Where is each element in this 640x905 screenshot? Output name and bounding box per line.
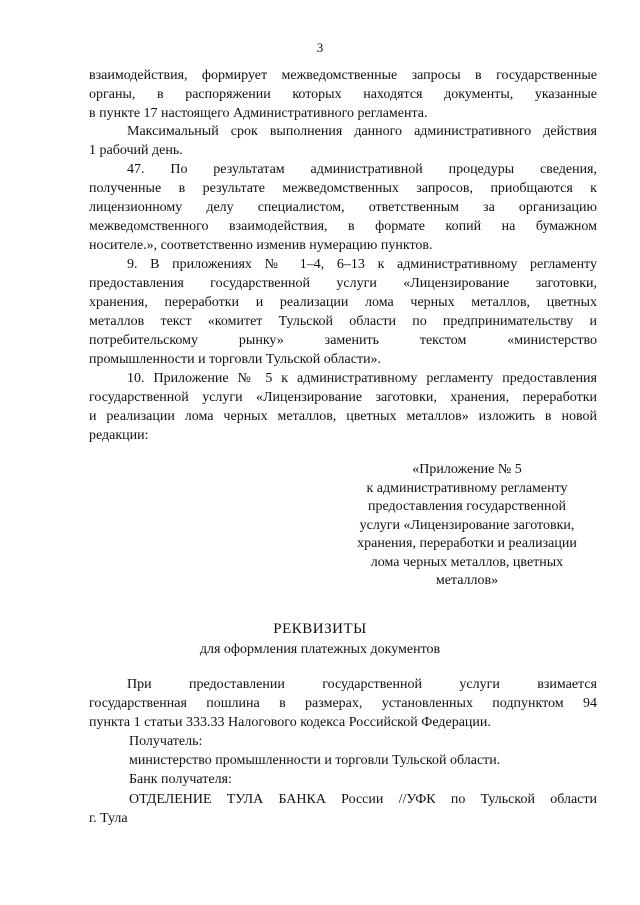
appendix-header [352, 461, 582, 591]
text-line: г. Тула [89, 811, 128, 826]
text-line: промышленности и торговли Тульской области». [89, 352, 382, 367]
bank-section [89, 790, 597, 828]
text-line: носителе.», соответственно изменив нумерацию пунктов. [89, 238, 433, 253]
bank-label: Банк получателя: [129, 772, 232, 787]
text-line: При предоставлении государственной услуги взимается [127, 677, 597, 692]
appendix-line: хранения, переработки и реализации [357, 536, 577, 551]
requisites-subtitle: для оформления платежных документов [199, 642, 441, 657]
recipient-value: министерство промышленности и торговли Тульской области. [129, 753, 501, 768]
text-line: 1 рабочий день. [89, 143, 183, 158]
appendix-line: металлов» [435, 573, 499, 588]
appendix-line: предоставления государственной [367, 499, 567, 514]
appendix-line: «Приложение № 5 [412, 462, 522, 477]
text-line: государственной услуги «Лицензирование заготовки, хранения, переработки [89, 390, 597, 405]
text-line: 9. В приложениях № 1–4, 6–13 к административному регламенту [127, 257, 597, 272]
text-line: взаимодействия, формирует межведомственные запросы в государственные [89, 68, 597, 83]
paragraph-max-term [89, 122, 597, 160]
text-line: потребительскому рынку» заменить текстом «министерство [89, 333, 597, 348]
text-line: лицензионному делу специалистом, ответственным за организацию [89, 200, 597, 215]
paragraph-state-fee [89, 675, 597, 732]
text-line: ОТДЕЛЕНИЕ ТУЛА БАНКА России //УФК по Тульской области [129, 792, 597, 807]
recipient-label: Получатель: [129, 734, 203, 749]
paragraph-9 [89, 255, 597, 369]
requisites-title: РЕКВИЗИТЫ [273, 621, 367, 637]
text-line: хранения, переработки и реализации лома черных металлов, цветных [89, 295, 597, 310]
text-line: и реализации лома черных металлов, цветных металлов» изложить в новой [89, 409, 597, 424]
text-line: органы, в распоряжении которых находятся документы, указанные [89, 87, 597, 102]
text-line: пункта 1 статьи 333.33 Налогового кодекса Российской Федерации. [89, 715, 491, 730]
paragraph-interaction-requests [89, 66, 597, 123]
page-number: 3 [316, 40, 324, 55]
recipient-section [89, 732, 597, 789]
text-line: полученные в результате межведомственных запросов, приобщаются к [89, 181, 597, 196]
text-line: Максимальный срок выполнения данного административного действия [127, 124, 597, 139]
text-line: предоставления государственной услуги «Лицензирование заготовки, [89, 276, 597, 291]
text-line: государственная пошлина в размерах, установленных подпунктом 94 [89, 696, 597, 711]
paragraph-10 [89, 369, 597, 445]
appendix-line: к административному регламенту [366, 480, 568, 496]
text-line: в пункте 17 настоящего Административного регламента. [89, 106, 428, 121]
text-line: 47. По результатам административной процедуры сведения, [127, 162, 597, 177]
appendix-line: услуги «Лицензирование заготовки, [359, 517, 575, 533]
text-line: 10. Приложение № 5 к административному регламенту предоставления [127, 371, 597, 386]
text-line: межведомственного взаимодействия, в формате копий на бумажном [89, 219, 597, 234]
text-line: металлов текст «комитет Тульской области по предпринимательству и [89, 314, 597, 329]
text-line: редакции: [89, 428, 149, 443]
appendix-line: лома черных металлов, цветных [370, 554, 564, 570]
paragraph-47 [89, 160, 597, 255]
